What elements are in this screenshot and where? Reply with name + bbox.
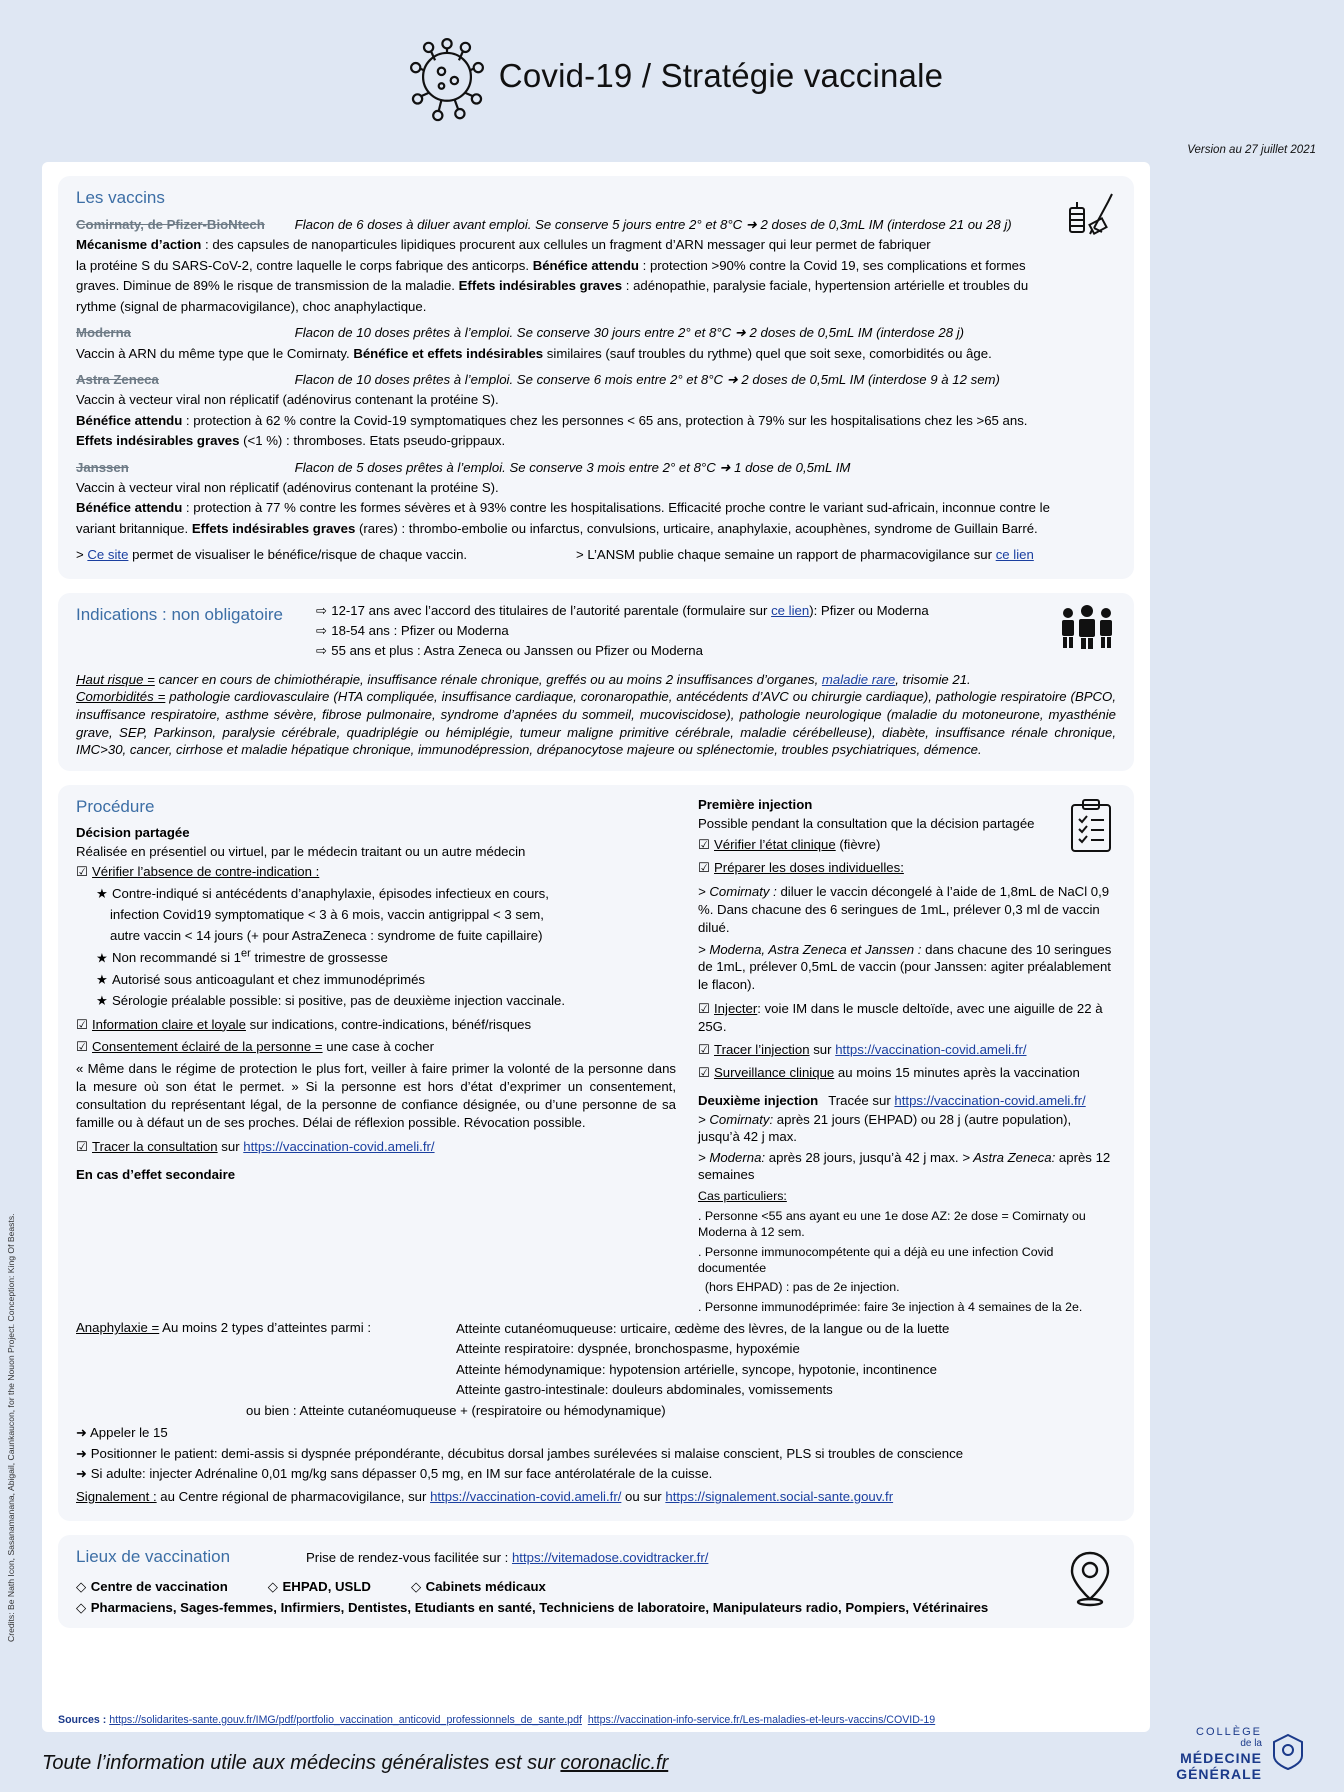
vaccine-comirnaty (76, 216, 1116, 315)
maladie-rare-link[interactable]: maladie rare (821, 671, 896, 687)
ameli-link[interactable]: https://vaccination-covid.ameli.fr/ (243, 1139, 435, 1155)
panel-vaccins (58, 176, 1134, 579)
lieu-label: Cabinets médicaux (425, 1578, 546, 1594)
text-line: Prise de rendez-vous facilitée sur : (306, 1549, 512, 1565)
panel-lieux (58, 1535, 1134, 1628)
check-injecter[interactable]: Injecter (714, 1001, 758, 1017)
astrazeneca-label: > Astra Zeneca: (962, 1149, 1056, 1165)
panel-title-indications: Indications : non obligatoire (76, 604, 283, 624)
effets-label: Effets indésirables graves (76, 433, 240, 449)
vaccine-name: Comirnaty, de Pfizer-BioNtech (76, 217, 265, 232)
text-line: Possible pendant la consultation que la décision partagée (698, 815, 1035, 831)
text-line: > (76, 547, 88, 563)
lieu-item: ◇ Pharmaciens, Sages-femmes, Infirmiers, Dentistes, Etudiants en santé, Techniciens de laboratoire, Manipulateurs radio, Pompiers, Vétérinaires (76, 1599, 989, 1616)
coronaclic-link[interactable]: coronaclic.fr (560, 1751, 669, 1774)
coronavirus-icon (401, 19, 493, 134)
text-line: Réalisée en présentiel ou virtuel, par le médecin traitant ou un autre médecin (76, 843, 526, 859)
ameli-link[interactable]: https://vaccination-covid.ameli.fr/ (894, 1092, 1086, 1108)
lieu-item: ◇ Centre de vaccination (76, 1578, 228, 1595)
benefice-text: : protection à 77 % contre les formes sévères et à 93% contre les hospitalisations. Efficacité proche contre le variant sud-africain, inconnue contre le (182, 500, 1050, 516)
text-line: Vaccin à ARN du même type que le Comirnaty. (76, 345, 354, 361)
page-header (0, 0, 1344, 152)
indication-bullet: ⇨ 18-54 ans : Pfizer ou Moderna (316, 622, 509, 639)
mecanisme-text: : des capsules de nanoparticules lipidiques procurent aux cellules un fragment d’ARN messager qui leur permet de fabriquer (201, 237, 931, 253)
bullet-text: 55 ans et plus : Astra Zeneca ou Janssen ou Pfizer ou Moderna (331, 642, 703, 658)
text-line: dans chacune des 10 seringues de 1mL, prélever 0,5mL de vaccin (pour Janssen: agiter préalablement le flacon). (698, 941, 1112, 993)
vaccine-headline: Flacon de 6 doses à diluer avant emploi. Se conserve 5 jours entre 2° et 8°C ➜ 2 doses de 0,3mL IM (interdose 21 ou 28 j) (294, 217, 1012, 232)
text-line: Atteinte gastro-intestinale: douleurs abdominales, vomissements (456, 1382, 833, 1398)
panel-title-vaccins: Les vaccins (76, 188, 165, 207)
check-etat-clinique[interactable]: Vérifier l’état clinique (714, 837, 836, 853)
text-line: Positionner le patient: demi-assis si dyspnée prépondérante, décubitus dorsal jambes surélevées si malaise conscient, PLS si troubles de conscience (90, 1445, 964, 1461)
text-line: : voie IM dans le muscle deltoïde, avec une aiguille de 22 à 25G. (698, 1001, 1103, 1035)
syringe-icon (1064, 188, 1116, 243)
procedure-right-column: Première injection Possible pendant la consultation que la décision partagée ☑ Vérifier l’état clinique (fièvre) ☑ Préparer les doses individuelles: > Comirnaty : diluer le vaccin décongelé à l’aide de 1,8mL de NaCl 0,9 %. Dans chacune des 6 seringues de 1mL, prélever 0,3 ml de vaccin dilué. > Moderna, Astra Zeneca et Janssen : dans chacune des 10 seringues de 1mL, prélever 0,5mL de vaccin (pour Janssen: agiter préalablement le flacon). ☑ Injecter: voie IM dans le muscle deltoïde, avec une aiguille de 22 à 25G. ☑ Tracer l’injection sur https://vaccination-covid.ameli.fr/ ☑ Surveillance clinique au moins 15 minutes après la vaccination Deuxième injection Tracée sur https://vaccination-covid.ameli.fr/ > Comirnaty: après 21 jours (EHPAD) ou 28 j (autre population), jusqu’à 42 j max. > Moderna: après 28 jours, jusqu’à 42 j max. > Astra Zeneca: après 12 semaines Cas particuliers: . Personne <55 ans ayant eu une 1e dose AZ: 2e dose = Comirnaty ou Moderna à 12 sem. . Personne immunocompétente qui a déjà eu une infection Covid documentée (hors EHPAD) : pas de 2e injection. . Personne immunodéprimée: faire 3e injection à 4 semaines de la 2e. (698, 795, 1116, 1318)
comorbidites-label: Comorbidités = (76, 689, 166, 705)
text-line: autre vaccin < 14 jours (+ pour AstraZeneca : syndrome de fuite capillaire) (110, 927, 543, 943)
signalement-label: Signalement : (76, 1489, 157, 1505)
anaphylaxie-block: Anaphylaxie = Au moins 2 types d’atteintes parmi : Atteinte cutanéomuqueuse: urticaire, œdème des lèvres, de la langue ou de la luette Atteinte respiratoire: dyspnée, bronchospasme, hypoxémie Atteinte hémodynamique: hypotension artérielle, syncope, hypotonie, incontinence Atteinte gastro-intestinale: douleurs abdominales, vomissements ou bien : Atteinte cutanéomuqueuse + (respiratoire ou hémodynamique) ➜ Appeler le 15 ➜ Positionner le patient: demi-assis si dyspnée prépondérante, décubitus dorsal jambes surélevées si malaise conscient, PLS si troubles de conscience ➜ Si adulte: injecter Adrénaline 0,01 mg/kg sans dépasser 0,5 mg, en IM sur face antérolatérale de la cuisse. Signalement : au Centre régional de pharmacovigilance, sur https://vaccination-covid.ameli.fr/ ou sur https://signalement.social-sante.gouv.fr (76, 1320, 1116, 1506)
logo-line-3: MÉDECINE (1180, 1749, 1262, 1766)
vaccine-moderna (76, 324, 1116, 362)
benefice-label: Bénéfice attendu (532, 257, 639, 273)
text-line: Vaccin à vecteur viral non réplicatif (adénovirus contenant la protéine S). (76, 392, 499, 408)
vitemadose-link[interactable]: https://vitemadose.covidtracker.fr/ (511, 1549, 709, 1565)
logo-line-4: GÉNÉRALE (1176, 1765, 1262, 1782)
decision-partagee-heading: Décision partagée (76, 824, 190, 840)
text-line: Vaccin à vecteur viral non réplicatif (adénovirus contenant la protéine S). (76, 480, 499, 496)
check-consentement[interactable]: Consentement éclairé de la personne = (92, 1039, 323, 1055)
bullet-text-post: ): Pfizer ou Moderna (809, 602, 929, 618)
text-line: ou sur (621, 1489, 666, 1505)
sources-label: Sources : (58, 1714, 107, 1726)
page-footer (0, 1725, 1344, 1792)
panel-title-procedure: Procédure (76, 796, 155, 816)
source-link-1[interactable]: https://solidarites-sante.gouv.fr/IMG/pdf/portfolio_vaccination_anticovid_professionnels_de_sante.pdf (109, 1714, 582, 1726)
vaccine-name: Astra Zeneca (76, 371, 159, 387)
text-line: après 28 jours, jusqu’à 42 j max. (765, 1149, 963, 1165)
text-line: . Personne immunodéprimée: faire 3e injection à 4 semaines de la 2e. (698, 1299, 1083, 1314)
text-line: Autorisé sous anticoagulant et chez immunodéprimés (112, 971, 426, 987)
text-line: rythme (signal de pharmacovigilance), choc anaphylactique. (76, 298, 427, 314)
vaccine-janssen (76, 459, 1116, 538)
benefice-text: similaires (sauf troubles du rythme) quel que soit sexe, comorbidités ou âge. (543, 345, 992, 361)
mecanisme-label: Mécanisme d’action (76, 237, 202, 253)
source-link-2[interactable]: https://vaccination-info-service.fr/Les-maladies-et-leurs-vaccins/COVID-19 (587, 1714, 936, 1726)
haut-risque-text: cancer en cours de chimiothérapie, insuffisance rénale chronique, greffés ou au moins 2 insuffisances d’organes, (154, 671, 822, 687)
ameli-link[interactable]: https://vaccination-covid.ameli.fr/ (430, 1489, 622, 1505)
text-line: au moins 15 minutes après la vaccination (834, 1065, 1080, 1081)
vaccine-name: Janssen (76, 459, 129, 475)
indication-bullet: ⇨ 55 ans et plus : Astra Zeneca ou Janssen ou Pfizer ou Moderna (316, 642, 703, 659)
credits-text: Credits: Be Nath Icon, Sasanamanana, Abigail, Caunkaucon, for the Nouon Project. Conception: King Of Beasts. (6, 1213, 16, 1642)
bullet-text: 12-17 ans avec l’accord des titulaires de l’autorité parentale (formulaire sur (331, 602, 772, 618)
text-line: diluer le vaccin décongelé à l’aide de 1,8mL de NaCl 0,9 %. Dans chacune des 6 seringues de 1mL, prélever 0,3 ml de vaccin dilué. (698, 884, 1110, 935)
vaccine-name: Moderna (76, 325, 131, 341)
check-surveillance[interactable]: Surveillance clinique (714, 1065, 835, 1081)
lieu-item: ◇ EHPAD, USLD (267, 1578, 371, 1595)
version-label: Version au 27 juillet 2021 (1187, 144, 1316, 156)
lieu-label: EHPAD, USLD (282, 1578, 371, 1594)
text-line: sur (809, 1041, 836, 1057)
panel-indications (58, 593, 1134, 771)
signalement-link[interactable]: https://signalement.social-sante.gouv.fr (665, 1489, 894, 1505)
effet-secondaire-heading: En cas d’effet secondaire (76, 1166, 236, 1182)
check-tracer-injection[interactable]: Tracer l’injection (714, 1041, 810, 1057)
haut-risque-block (76, 671, 1116, 688)
benefice-label: Bénéfice et effets indésirables (353, 345, 544, 361)
footer-text: Toute l’information utile aux médecins généralistes est sur (42, 1751, 561, 1774)
haut-risque-label: Haut risque = (76, 671, 155, 687)
check-information[interactable]: Information claire et loyale (92, 1016, 246, 1032)
effets-text: : adénopathie, paralysie faciale, hypertension artérielle et troubles du (622, 278, 1029, 294)
benefice-text: : protection >90% contre la Covid 19, ses complications et formes (638, 257, 1026, 273)
consentement-quote: « Même dans le régime de protection le plus fort, veiller à faire primer la volonté de la personne dans la mesure où son état le permet. » Si la personne est hors d’état d’exprimer un consentement, consultation du représentant légal, de la personne de confiance désignée, ou d’une personne de sa famille ou à défaut un de ses proches. Délai de réflexion possible. Révocation possible. (76, 1060, 676, 1131)
ansm-link[interactable]: ce lien (995, 547, 1034, 563)
text-line: . Personne <55 ans ayant eu une 1e dose AZ: 2e dose = Comirnaty ou Moderna à 12 sem. (698, 1208, 1086, 1240)
text-line: ou bien : Atteinte cutanéomuqueuse + (respiratoire ou hémodynamique) (246, 1402, 666, 1418)
text-line: Atteinte hémodynamique: hypotension artérielle, syncope, hypotonie, incontinence (456, 1361, 937, 1377)
text-line: sur indications, contre-indications, bénéf/risques (245, 1016, 532, 1032)
footer-tagline (42, 1752, 668, 1775)
text-line: Au moins 2 types d’atteintes parmi : (159, 1320, 372, 1336)
benefice-label: Bénéfice attendu (76, 500, 183, 516)
panel-procedure (58, 785, 1134, 1521)
lieu-label: Pharmaciens, Sages-femmes, Infirmiers, Dentistes, Etudiants en santé, Techniciens de laboratoire, Manipulateurs radio, Pompiers, Vétérinaires (90, 1599, 989, 1615)
moderna-label: > Moderna: (698, 1149, 766, 1165)
text-line: Appeler le 15 (90, 1425, 168, 1441)
logo-mark-icon (1270, 1732, 1306, 1775)
text-line: Atteinte respiratoire: dyspnée, bronchospasme, hypoxémie (456, 1341, 800, 1357)
effets-label: Effets indésirables graves (458, 278, 623, 294)
benefice-text: : protection à 62 % contre la Covid-19 symptomatiques chez les personnes < 65 ans, protection à 79% sur les hospitalisations chez les >65 ans. (182, 412, 1028, 428)
text-line: (fièvre) (835, 837, 881, 853)
effets-label: Effets indésirables graves (191, 520, 356, 536)
text-line: au Centre régional de pharmacovigilance, sur (156, 1489, 431, 1505)
procedure-left-column: Procédure Décision partagée Réalisée en présentiel ou virtuel, par le médecin traitant ou un autre médecin ☑ Vérifier l’absence de contre-indication : ★ Contre-indiqué si antécédents d’anaphylaxie, épisodes infectieux en cours, infection Covid19 symptomatique < 3 à 6 mois, vaccin antigrippal < 3 sem, autre vaccin < 14 jours (+ pour AstraZeneca : syndrome de fuite capillaire) ★ Non recommandé si 1er trimestre de grossesse ★ Autorisé sous anticoagulant et chez immunodéprimés ★ Sérologie préalable possible: si positive, pas de deuxième injection vaccinale. ☑ Information claire et loyale sur indications, contre-indications, bénéf/risques ☑ Consentement éclairé de la personne = une case à cocher « Même dans le régime de protection le plus fort, veiller à faire primer la volonté de la personne dans la mesure où son état le permet. » Si la personne est hors d’état d’exprimer un consentement, consultation du représentant légal, de la personne de confiance désignée, ou d’une personne de sa famille ou à défaut un de ses proches. Délai de réflexion possible. Révocation possible. ☑ Tracer la consultation sur https://vaccination-covid.ameli.fr/ En cas d’effet secondaire (76, 796, 676, 1182)
effets-text: (<1 %) : thromboses. Etats pseudo-grippaux. (239, 433, 506, 449)
text-line: permet de visualiser le bénéfice/risque de chaque vaccin. (128, 547, 468, 563)
clipboard-check-icon (1066, 797, 1116, 858)
ce-site-link[interactable]: Ce site (87, 547, 129, 563)
map-pin-icon (1064, 1547, 1116, 1610)
text-line: Non recommandé si 1er trimestre de grossesse (112, 948, 388, 966)
content-sheet (42, 162, 1150, 1732)
vaccine-astrazeneca (76, 371, 1116, 450)
effets-text: (rares) : thrombo-embolie ou infarctus, convulsions, urticaire, anaphylaxie, acouphènes, syndrome de Guillain Barré. (355, 520, 1038, 536)
cas-particuliers-label: Cas particuliers: (698, 1189, 787, 1204)
text-line: Atteinte cutanéomuqueuse: urticaire, œdème des lèvres, de la langue ou de la luette (456, 1321, 950, 1337)
comorbidites-block (76, 688, 1116, 759)
anaphylaxie-label: Anaphylaxie = (76, 1320, 160, 1336)
text-line: . Personne immunocompétente qui a déjà eu une infection Covid documentée (698, 1244, 1054, 1275)
text-line: variant britannique. (76, 520, 192, 536)
lieu-item: ◇ Cabinets médicaux (410, 1578, 546, 1595)
bullet-text: 18-54 ans : Pfizer ou Moderna (331, 622, 509, 638)
comirnaty-label: > Comirnaty: (698, 1111, 774, 1127)
text-line: Sérologie préalable possible: si positive, pas de deuxième injection vaccinale. (112, 993, 566, 1009)
text-line: après 21 jours (EHPAD) ou 28 j (autre population), jusqu’à 42 j max. (698, 1111, 1072, 1145)
vaccine-headline: Flacon de 10 doses prêtes à l’emploi. Se conserve 6 mois entre 2° et 8°C ➜ 2 doses de 0,5mL IM (interdose 9 à 12 sem) (294, 371, 1000, 387)
page-title: Covid-19 / Stratégie vaccinale (498, 57, 944, 94)
text-line: Si adulte: injecter Adrénaline 0,01 mg/kg sans dépasser 0,5 mg, en IM sur face antérolatérale de la cuisse. (90, 1466, 713, 1482)
text-line: infection Covid19 symptomatique < 3 à 6 mois, vaccin antigrippal < 3 sem, (110, 907, 544, 923)
vaccine-headline: Flacon de 10 doses prêtes à l’emploi. Se conserve 30 jours entre 2° et 8°C ➜ 2 doses de 0,5mL IM (interdose 28 j) (294, 325, 965, 341)
check-tracer-consultation[interactable]: Tracer la consultation (92, 1139, 218, 1155)
people-group-icon (1058, 605, 1116, 654)
haut-risque-post: , trisomie 21. (895, 671, 971, 687)
comirnaty-label: > Comirnaty : (698, 884, 777, 900)
ameli-link[interactable]: https://vaccination-covid.ameli.fr/ (835, 1041, 1027, 1057)
check-contre-indication[interactable]: Vérifier l’absence de contre-indication : (92, 864, 320, 880)
text-line: la protéine S du SARS-CoV-2, contre laquelle le corps fabrique des anticorps. (76, 257, 533, 273)
lieu-label: Centre de vaccination (90, 1578, 228, 1594)
sources-line (58, 1714, 935, 1726)
panel-title-lieux: Lieux de vaccination (76, 1546, 231, 1566)
vaccine-headline: Flacon de 5 doses prêtes à l’emploi. Se conserve 3 mois entre 2° et 8°C ➜ 1 dose de 0,5mL IM (294, 459, 851, 475)
premiere-injection-heading: Première injection (698, 796, 813, 812)
text-line: Tracée sur (828, 1092, 895, 1108)
indication-bullet: ⇨ 12-17 ans avec l’accord des titulaires de l’autorité parentale (formulaire sur ce lien): Pfizer ou Moderna (316, 602, 929, 619)
text-line: une case à cocher (322, 1039, 435, 1055)
cmg-logo (1176, 1726, 1306, 1782)
benefice-label: Bénéfice attendu (76, 412, 183, 428)
autres-vaccins-label: > Moderna, Astra Zeneca et Janssen : (698, 941, 922, 957)
text-line: (hors EHPAD) : pas de 2e injection. (698, 1280, 900, 1295)
formulaire-link[interactable]: ce lien (771, 602, 810, 618)
text-line: graves. Diminue de 89% le risque de transmission de la maladie. (76, 278, 459, 294)
check-preparer-doses[interactable]: Préparer les doses individuelles: (714, 859, 904, 875)
text-line: Contre-indiqué si antécédents d’anaphylaxie, épisodes infectieux en cours, (112, 885, 549, 901)
logo-line-1: COLLÈGE (1196, 1725, 1262, 1738)
text-line: après 12 semaines (698, 1149, 1111, 1183)
text-line: > L’ANSM publie chaque semaine un rapport de pharmacovigilance sur (576, 547, 996, 563)
text-line: sur (217, 1139, 244, 1155)
logo-line-2: de la (1240, 1738, 1262, 1750)
comorbidites-text: pathologie cardiovasculaire (HTA compliquée, insuffisance cardiaque, coronaropathie, antécédents d’AVC ou chirurgie cardiaque), pathologie respiratoire (BPCO, insuffisance respiratoire, asthme sévère, fibrose pulmonaire, syndrome d’apnées du sommeil, mucoviscidose), pathologie neurologique (maladie du motoneurone, myasthénie grave, SEP, Parkinson, paralysie cérébrale, quadriplégie ou hémiplégie, tumeur maligne primitive cérébrale, maladie cérébelleuse), diabète, insuffisance rénale chronique, IMC>30, cancer, cirrhose et maladie hépatique chronique, immunodépression, drépanocytose majeure ou splénectomie, troubles psychiatriques, démence. (76, 689, 1116, 758)
deuxieme-injection-heading: Deuxième injection (698, 1092, 819, 1108)
